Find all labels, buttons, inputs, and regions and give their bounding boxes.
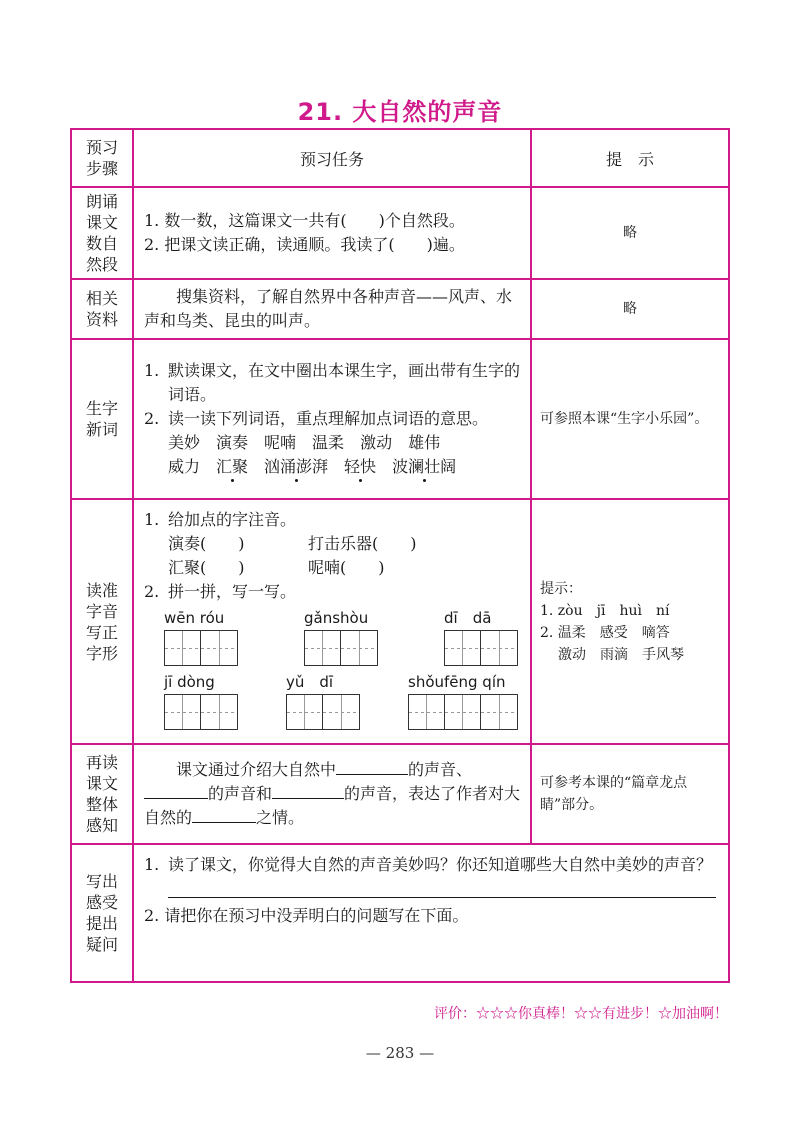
- step-text: 写出 感受 提出 疑问: [85, 872, 118, 954]
- word-list: [144, 431, 522, 455]
- row-read-aloud: [71, 187, 729, 279]
- annotate-line: [144, 556, 522, 580]
- item-number: 1.: [144, 510, 160, 529]
- writing-grid[interactable]: [408, 694, 518, 730]
- annotate-item: 汇聚( ): [168, 558, 245, 577]
- annotate-item: 打击乐器( ): [308, 534, 417, 553]
- word: 呢喃: [264, 433, 297, 452]
- item-text: 给加点的字注音。: [168, 510, 297, 529]
- step-text: 朗诵 课文 数自 然段: [85, 192, 118, 274]
- word: 演奏: [216, 433, 249, 452]
- word: 激动: [360, 433, 393, 452]
- item-text: 默读课文，在文中圈出本课生字，画出带有生字的词语。: [168, 361, 521, 404]
- row-questions: [71, 844, 729, 982]
- task-cell: [133, 499, 531, 744]
- pinyin-label: jī dòng: [164, 673, 215, 691]
- header-row: [71, 129, 729, 187]
- hint-cell: 略: [531, 279, 729, 339]
- step-label: [71, 187, 133, 279]
- answer-blank[interactable]: [272, 782, 344, 799]
- pinyin-row: [144, 606, 522, 666]
- task-cell: [133, 187, 531, 279]
- dotted-word: 汹涌澎湃: [264, 457, 329, 476]
- step-text: 读准 字音 写正 字形: [85, 580, 118, 663]
- hint-cell: 略: [531, 187, 729, 279]
- hint-cell: 可参考本课的“篇章龙点睛”部分。: [531, 744, 729, 844]
- text-run: 的声音、: [408, 760, 473, 779]
- question-cell: [133, 844, 729, 982]
- dotted-word: 轻快: [344, 457, 377, 476]
- preview-table: [70, 128, 730, 983]
- task-item: [144, 359, 522, 407]
- answer-blank[interactable]: [144, 782, 208, 799]
- evaluation-bar: 评价：☆☆☆你真棒！☆☆有进步！☆加油啊！: [434, 1006, 728, 1022]
- answer-blank[interactable]: [336, 758, 408, 775]
- pinyin-label: dī dā: [444, 609, 492, 627]
- pinyin-label: gǎnshòu: [304, 609, 369, 627]
- pinyin-group: [286, 670, 360, 730]
- pinyin-group: [164, 670, 238, 730]
- item-number: 2.: [144, 409, 160, 428]
- pinyin-group: [408, 670, 518, 730]
- header-hint: 提 示: [531, 129, 729, 187]
- writing-grid[interactable]: [286, 694, 360, 730]
- dotted-word: 波澜壮阔: [392, 457, 457, 476]
- header-step: [71, 129, 133, 187]
- annotate-item: 演奏( ): [168, 534, 245, 553]
- item-text: 读一读下列词语，重点理解加点词语的意思。: [168, 409, 489, 428]
- answer-blank[interactable]: [192, 806, 256, 823]
- task-cell: [133, 279, 531, 339]
- hint-line: 2. 温柔 感受 嘀答: [540, 624, 670, 641]
- row-overall: [71, 744, 729, 844]
- task-cell: [133, 744, 531, 844]
- annotate-item: 呢喃( ): [308, 558, 385, 577]
- pinyin-group: [444, 606, 518, 666]
- text-run: 的声音，表达了作者对大自然的: [144, 784, 521, 827]
- dotted-word: 汇聚: [216, 457, 249, 476]
- pinyin-group: [304, 606, 378, 666]
- pinyin-row: [144, 670, 522, 730]
- question-item: 2. 请把你在预习中没弄明白的问题写在下面。: [144, 906, 469, 925]
- annotate-line: [144, 532, 522, 556]
- item-number: 1.: [144, 855, 160, 874]
- step-label: [71, 844, 133, 982]
- writing-grid[interactable]: [444, 630, 518, 666]
- step-text: 相关 资料: [85, 289, 118, 329]
- task-item: 2. 把课文读正确，读通顺。我读了( )遍。: [144, 235, 465, 254]
- text-run: 之情。: [256, 808, 305, 827]
- page-title: 21. 大自然的声音: [297, 98, 503, 126]
- word: 威力: [168, 457, 201, 476]
- hint-cell: [531, 499, 729, 744]
- step-label: [71, 339, 133, 499]
- text-run: 的声音和: [208, 784, 273, 803]
- writing-grid[interactable]: [304, 630, 378, 666]
- row-materials: [71, 279, 729, 339]
- writing-grid[interactable]: [164, 694, 238, 730]
- step-text: 再读 课文 整体 感知: [85, 753, 118, 835]
- task-item: 1. 数一数，这篇课文一共有( )个自然段。: [144, 211, 465, 230]
- word: 雄伟: [408, 433, 441, 452]
- pinyin-label: wēn róu: [164, 609, 225, 627]
- writing-grid[interactable]: [164, 630, 238, 666]
- word: 温柔: [312, 433, 345, 452]
- hint-label: 提示：: [540, 580, 582, 597]
- hint-line: 激动 雨滴 手风琴: [558, 646, 684, 663]
- question-item: [144, 853, 720, 877]
- item-text: 拼一拼，写一写。: [168, 582, 297, 601]
- header-task: 预习任务: [133, 129, 531, 187]
- word-list: [144, 455, 522, 479]
- task-item: [144, 508, 522, 532]
- header-step-label: 预习 步骤: [85, 138, 118, 178]
- pinyin-label: shǒufēng qín: [408, 673, 506, 691]
- pinyin-group: [164, 606, 238, 666]
- task-cell: [133, 339, 531, 499]
- answer-line[interactable]: [168, 877, 716, 898]
- item-number: 1.: [144, 361, 160, 380]
- task-item: [144, 580, 522, 604]
- word: 美妙: [168, 433, 201, 452]
- item-text: 读了课文，你觉得大自然的声音美妙吗？你还知道哪些大自然中美妙的声音？: [168, 855, 713, 874]
- step-label: [71, 744, 133, 844]
- text-run: 课文通过介绍大自然中: [176, 760, 337, 779]
- row-new-words: [71, 339, 729, 499]
- row-pronunciation: [71, 499, 729, 744]
- pinyin-label: yǔ dī: [286, 673, 334, 691]
- step-label: [71, 499, 133, 744]
- step-text: 生字 新词: [85, 399, 118, 439]
- hint-cell: 可参照本课“生字小乐园”。: [531, 339, 729, 499]
- task-item: 搜集资料，了解自然界中各种声音——风声、水声和鸟类、昆虫的叫声。: [144, 287, 513, 330]
- fill-paragraph: [144, 758, 522, 830]
- page-number: — 283 —: [365, 1044, 435, 1062]
- hint-line: 1. zòu jī huì ní: [540, 602, 670, 619]
- step-label: [71, 279, 133, 339]
- task-item: [144, 407, 522, 431]
- item-number: 2.: [144, 582, 160, 601]
